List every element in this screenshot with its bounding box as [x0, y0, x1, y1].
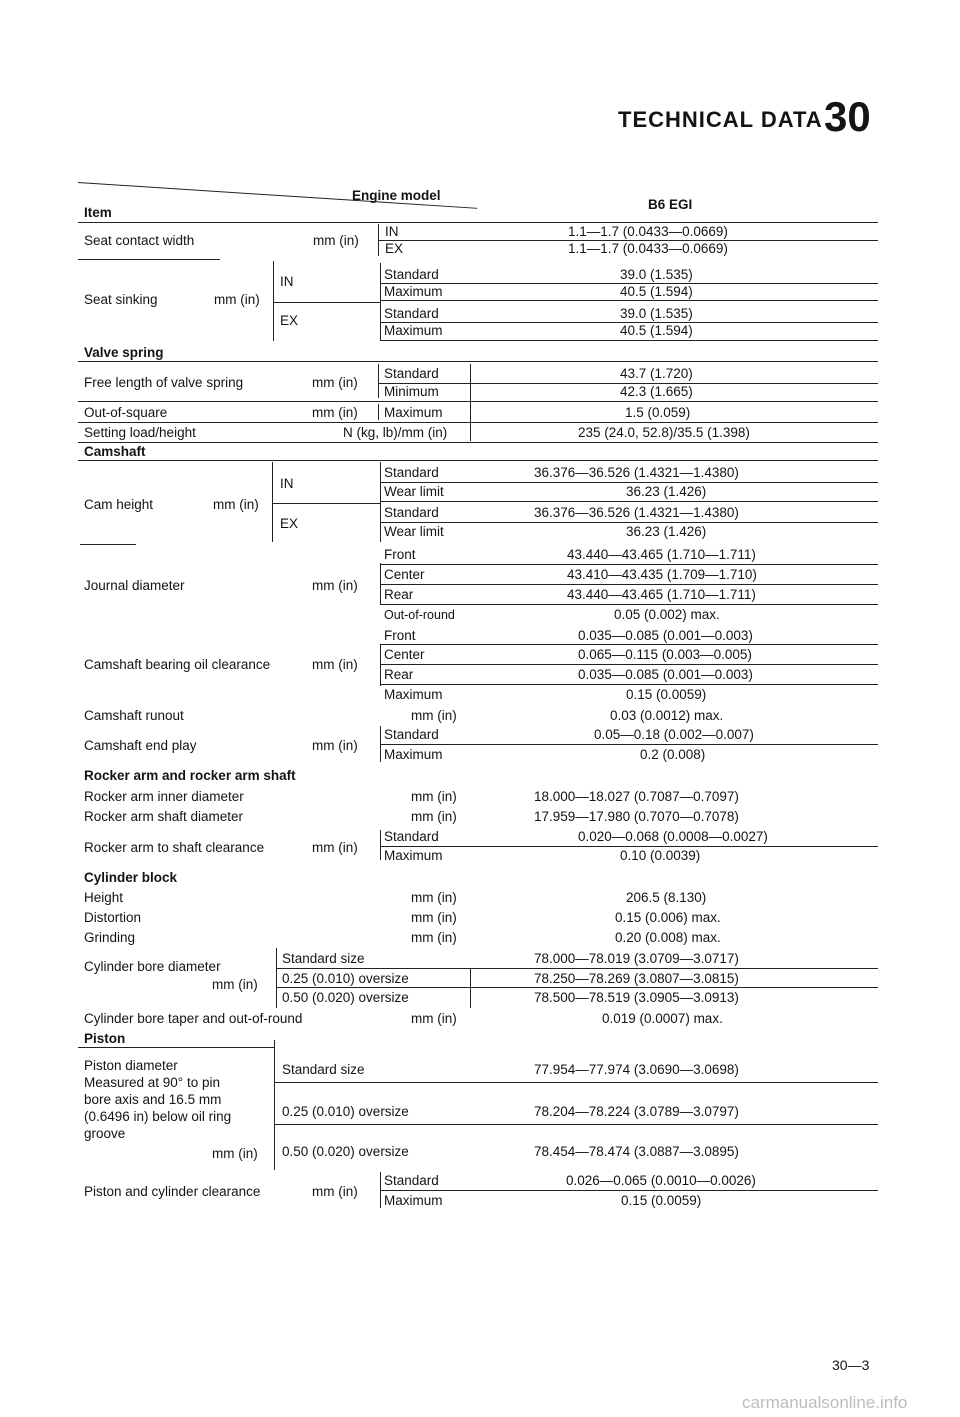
item-grinding: Grinding — [84, 930, 136, 945]
row-line — [380, 604, 878, 605]
item-bore-taper: Cylinder bore taper and out-of-round — [84, 1011, 303, 1026]
row-line — [380, 300, 878, 301]
unit: N (kg, lb)/mm (in) — [343, 425, 448, 440]
label-standard: Standard — [384, 267, 439, 282]
row-line — [380, 283, 878, 284]
unit: mm (in) — [312, 578, 358, 593]
item-piston-diameter: Piston diameter — [84, 1058, 178, 1073]
item-camshaft-runout: Camshaft runout — [84, 708, 184, 723]
bracket — [276, 948, 277, 1008]
section-piston: Piston — [84, 1031, 126, 1046]
item-seat-contact-width: Seat contact width — [84, 233, 195, 248]
label-rear: Rear — [384, 667, 414, 682]
item-bore-diameter: Cylinder bore diameter — [84, 959, 221, 974]
model-column-header: B6 EGI — [648, 197, 693, 212]
label-maximum: Maximum — [384, 687, 443, 702]
section-valve-spring: Valve spring — [84, 345, 164, 360]
item-bearing-oil-clearance: Camshaft bearing oil clearance — [84, 657, 271, 672]
unit: mm (in) — [312, 375, 358, 390]
value-ch-in-std: 36.376—36.526 (1.4321—1.4380) — [534, 465, 739, 480]
value-ss-in-std: 39.0 (1.535) — [620, 267, 693, 282]
value-ep-std: 0.05—0.18 (0.002—0.007) — [594, 727, 754, 742]
value-taper: 0.019 (0.0007) max. — [602, 1011, 723, 1026]
value-ss-in-max: 40.5 (1.594) — [620, 284, 693, 299]
bracket — [274, 1040, 275, 1170]
value-pc-max: 0.15 (0.0059) — [621, 1193, 702, 1208]
bracket — [272, 462, 273, 542]
value-boc-front: 0.035—0.085 (0.001—0.003) — [578, 628, 753, 643]
label-standard: Standard — [384, 1173, 439, 1188]
value-height: 206.5 (8.130) — [626, 890, 707, 905]
unit: mm (in) — [411, 1011, 457, 1026]
label-in: IN — [385, 224, 399, 239]
section-line — [78, 361, 878, 362]
value-bore-std: 78.000—78.019 (3.0709—3.0717) — [534, 951, 739, 966]
item-rocker-inner: Rocker arm inner diameter — [84, 789, 244, 804]
row-line — [380, 322, 878, 323]
bracket — [380, 462, 381, 542]
unit: mm (in) — [312, 405, 358, 420]
row-line — [380, 744, 878, 745]
unit: mm (in) — [212, 977, 258, 992]
value-bore-025: 78.250—78.269 (3.0807—3.0815) — [534, 971, 739, 986]
label-standard: Standard — [384, 829, 439, 844]
label-standard-size: Standard size — [282, 1062, 365, 1077]
value-seat-contact-ex: 1.1—1.7 (0.0433—0.0669) — [568, 241, 728, 256]
row-line — [276, 968, 878, 969]
value-boc-center: 0.065—0.115 (0.003—0.005) — [578, 647, 752, 662]
label-standard: Standard — [384, 505, 439, 520]
label-oversize-025: 0.25 (0.010) oversize — [282, 1104, 409, 1119]
unit: mm (in) — [214, 292, 260, 307]
item-column-header: Item — [84, 205, 112, 220]
row-line — [274, 1082, 878, 1083]
unit: mm (in) — [411, 930, 457, 945]
label-maximum: Maximum — [384, 323, 443, 338]
value-runout: 0.03 (0.0012) max. — [610, 708, 724, 723]
label-oversize-050: 0.50 (0.020) oversize — [282, 990, 409, 1005]
unit: mm (in) — [411, 789, 457, 804]
row-line — [380, 584, 878, 585]
bracket — [378, 404, 379, 420]
row-line — [273, 302, 380, 303]
column-divider — [470, 364, 471, 441]
item-piston-diameter: Measured at 90° to pin — [84, 1075, 220, 1090]
label-maximum: Maximum — [384, 747, 443, 762]
label-in: IN — [280, 476, 294, 491]
value-bore-050: 78.500—78.519 (3.0905—3.0913) — [534, 990, 739, 1005]
value-setting: 235 (24.0, 52.8)/35.5 (1.398) — [578, 425, 750, 440]
item-free-length: Free length of valve spring — [84, 375, 244, 390]
unit: mm (in) — [312, 738, 358, 753]
label-oversize-050: 0.50 (0.020) oversize — [282, 1144, 409, 1159]
value-boc-rear: 0.035—0.085 (0.001—0.003) — [578, 667, 753, 682]
unit: mm (in) — [313, 233, 359, 248]
label-minimum: Minimum — [384, 384, 439, 399]
label-center: Center — [384, 567, 425, 582]
label-standard: Standard — [384, 465, 439, 480]
value-ch-ex-std: 36.376—36.526 (1.4321—1.4380) — [534, 505, 739, 520]
value-grinding: 0.20 (0.008) max. — [615, 930, 721, 945]
item-setting-load: Setting load/height — [84, 425, 196, 440]
bracket — [273, 261, 274, 341]
label-out-of-round: Out-of-round — [384, 608, 455, 622]
value-jd-front: 43.440—43.465 (1.710—1.711) — [567, 547, 756, 562]
value-oos-max: 1.5 (0.059) — [625, 405, 691, 420]
label-maximum: Maximum — [384, 848, 443, 863]
label-standard: Standard — [384, 727, 439, 742]
section-rocker-arm: Rocker arm and rocker arm shaft — [84, 768, 296, 783]
label-wear-limit: Wear limit — [384, 484, 444, 499]
row-line — [380, 564, 878, 565]
unit: mm (in) — [212, 1146, 258, 1161]
value-seat-contact-in: 1.1—1.7 (0.0433—0.0669) — [568, 224, 728, 239]
unit: mm (in) — [411, 809, 457, 824]
label-front: Front — [384, 547, 416, 562]
watermark: carmanualsonline.info — [742, 1393, 908, 1412]
row-line — [380, 522, 878, 523]
value-fl-min: 42.3 (1.665) — [620, 384, 693, 399]
label-standard: Standard — [384, 306, 439, 321]
row-line — [380, 340, 878, 341]
unit: mm (in) — [411, 910, 457, 925]
item-seat-sinking: Seat sinking — [84, 292, 158, 307]
section-cylinder-block: Cylinder block — [84, 870, 178, 885]
label-maximum: Maximum — [384, 405, 443, 420]
value-pd-050: 78.454—78.474 (3.0887—3.0895) — [534, 1144, 739, 1159]
item-out-of-square: Out-of-square — [84, 405, 168, 420]
value-distortion: 0.15 (0.006) max. — [615, 910, 721, 925]
unit: mm (in) — [411, 708, 457, 723]
value-pd-025: 78.204—78.224 (3.0789—3.0797) — [534, 1104, 739, 1119]
value-boc-max: 0.15 (0.0059) — [626, 687, 707, 702]
row-line — [378, 383, 878, 384]
label-wear-limit: Wear limit — [384, 524, 444, 539]
column-divider — [470, 968, 471, 1008]
value-ss-ex-std: 39.0 (1.535) — [620, 306, 693, 321]
label-rear: Rear — [384, 587, 414, 602]
label-center: Center — [384, 647, 425, 662]
label-ex: EX — [385, 241, 404, 256]
row-line — [378, 240, 878, 241]
row-line — [380, 1190, 878, 1191]
row-line — [78, 401, 878, 402]
item-cam-height: Cam height — [84, 497, 154, 512]
section-camshaft: Camshaft — [84, 444, 146, 459]
row-line — [380, 664, 878, 665]
value-ep-max: 0.2 (0.008) — [640, 747, 706, 762]
value-fl-std: 43.7 (1.720) — [620, 366, 693, 381]
row-line — [380, 846, 878, 847]
label-standard-size: Standard size — [282, 951, 365, 966]
row-line — [380, 644, 878, 645]
label-maximum: Maximum — [384, 1193, 443, 1208]
value-pc-std: 0.026—0.065 (0.0010—0.0026) — [566, 1173, 756, 1188]
item-piston-diameter: bore axis and 16.5 mm — [84, 1092, 222, 1107]
row-line — [380, 684, 878, 685]
value-rc-std: 0.020—0.068 (0.0008—0.0027) — [578, 829, 768, 844]
row-line — [78, 422, 878, 423]
label-ex: EX — [280, 313, 299, 328]
label-standard: Standard — [384, 366, 439, 381]
item-journal-diameter: Journal diameter — [84, 578, 185, 593]
chapter-number: 30 — [824, 93, 871, 140]
row-line — [276, 987, 878, 988]
header-divider — [78, 222, 878, 223]
row-line — [380, 501, 878, 502]
value-pd-std: 77.954—77.974 (3.0690—3.0698) — [534, 1062, 739, 1077]
item-piston-diameter: groove — [84, 1126, 126, 1141]
label-maximum: Maximum — [384, 284, 443, 299]
bracket — [380, 830, 381, 860]
item-distortion: Distortion — [84, 910, 142, 925]
label-oversize-025: 0.25 (0.010) oversize — [282, 971, 409, 986]
row-line — [78, 259, 220, 260]
label-in: IN — [280, 274, 294, 289]
section-line — [78, 460, 878, 461]
unit: mm (in) — [213, 497, 259, 512]
bracket — [378, 364, 379, 398]
value-ch-ex-wl: 36.23 (1.426) — [626, 524, 707, 539]
value-jd-oor: 0.05 (0.002) max. — [614, 607, 720, 622]
section-line — [78, 1047, 274, 1048]
row-line — [380, 482, 878, 483]
row-line — [272, 503, 380, 504]
unit: mm (in) — [312, 1184, 358, 1199]
row-line — [80, 544, 136, 545]
value-ch-in-wl: 36.23 (1.426) — [626, 484, 707, 499]
unit: mm (in) — [312, 657, 358, 672]
label-front: Front — [384, 628, 416, 643]
item-height: Height — [84, 890, 124, 905]
value-jd-rear: 43.440—43.465 (1.710—1.711) — [567, 587, 756, 602]
item-camshaft-end-play: Camshaft end play — [84, 738, 197, 753]
value-rocker-shaft: 17.959—17.980 (0.7070—0.7078) — [534, 809, 739, 824]
page-number: 30—3 — [832, 1357, 870, 1373]
bracket — [380, 644, 381, 686]
value-jd-center: 43.410—43.435 (1.709—1.710) — [567, 567, 757, 582]
engine-model-header: Engine model — [352, 188, 441, 203]
bracket — [380, 263, 381, 341]
item-piston-diameter: (0.6496 in) below oil ring — [84, 1109, 232, 1124]
value-rocker-inner: 18.000—18.027 (0.7087—0.7097) — [534, 789, 739, 804]
row-line — [78, 442, 878, 443]
value-ss-ex-max: 40.5 (1.594) — [620, 323, 693, 338]
page-title: TECHNICAL DATA — [618, 107, 823, 132]
row-line — [274, 1124, 878, 1125]
unit: mm (in) — [411, 890, 457, 905]
value-rc-max: 0.10 (0.0039) — [620, 848, 701, 863]
item-rocker-shaft-dia: Rocker arm shaft diameter — [84, 809, 244, 824]
label-ex: EX — [280, 516, 299, 531]
item-piston-clearance: Piston and cylinder clearance — [84, 1184, 261, 1199]
unit: mm (in) — [312, 840, 358, 855]
item-rocker-clearance: Rocker arm to shaft clearance — [84, 840, 265, 855]
